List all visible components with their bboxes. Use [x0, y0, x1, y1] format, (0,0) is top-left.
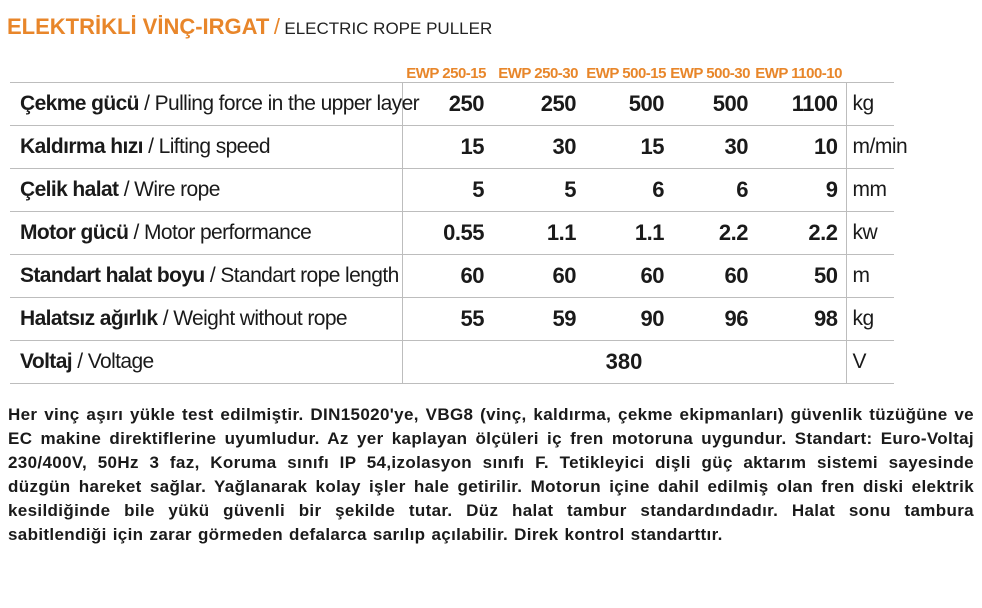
cell-value: 15 — [402, 126, 490, 169]
label-english: Lifting speed — [158, 135, 270, 158]
cell-value: 500 — [582, 83, 670, 126]
row-label — [10, 341, 402, 384]
table-row — [10, 212, 894, 255]
cell-value: 98 — [754, 298, 846, 341]
cell-value: 5 — [402, 169, 490, 212]
label-english: Voltage — [87, 350, 154, 373]
label-turkish: Voltaj — [20, 350, 73, 373]
cell-value: 9 — [754, 169, 846, 212]
cell-value: 2.2 — [754, 212, 846, 255]
model-header: EWP 250-15 — [406, 65, 486, 82]
cell-value: 250 — [490, 83, 582, 126]
cell-value: 6 — [670, 169, 754, 212]
cell-value: 59 — [490, 298, 582, 341]
model-header: EWP 250-30 — [498, 65, 578, 82]
cell-value: 10 — [754, 126, 846, 169]
cell-unit: kw — [846, 212, 894, 255]
cell-unit: m/min — [846, 126, 894, 169]
row-label — [10, 83, 420, 126]
cell-value: 60 — [670, 255, 754, 298]
cell-unit: kg — [846, 83, 894, 126]
model-header-row — [10, 60, 894, 83]
title-turkish: ELEKTRİKLİ VİNÇ-IRGAT — [7, 14, 270, 39]
cell-unit: mm — [846, 169, 894, 212]
row-label — [10, 255, 402, 298]
label-separator: / — [142, 135, 159, 158]
cell-value: 5 — [490, 169, 582, 212]
cell-unit: m — [846, 255, 894, 298]
voltage-value: 380 — [402, 341, 846, 384]
model-header: EWP 1100-10 — [755, 65, 842, 82]
label-separator: / — [72, 350, 88, 373]
table-row — [10, 298, 894, 341]
voltage-row — [10, 341, 894, 384]
cell-value: 2.2 — [670, 212, 754, 255]
label-turkish: Motor gücü — [20, 221, 129, 244]
table-row — [10, 255, 894, 298]
label-english: Motor performance — [144, 221, 312, 244]
cell-value: 0.55 — [402, 212, 490, 255]
row-label — [10, 212, 402, 255]
product-description: Her vinç aşırı yükle test edilmiştir. DIN15020'ye, VBG8 (vinç, kaldırma, çekme ekipmanları) güvenlik tüzüğüne ve EC makine direktiflerine uyumludur. Az yer kaplayan ölçüleri iç fren motoruna uygundur. Standart: Euro-Voltaj 230/400V, 50Hz 3 faz, Koruma sınıfı IP 54,izolasyon sınıfı F. Tetikleyici dişli güç aktarım sistemi sayesinde düzgün hareket sağlar. Yağlanarak kolay işler hale getirilir. Motorun içine dahil edilmiş olan fren diski elektrik kesildiğinde bile yükü güvenli bir şekilde tutar. Düz halat tambur standardındadır. Halat sonu tambura sabitlendiği için zarar görmeden defalarca sarılıp açılabilir. Direk kontrol standarttır. — [8, 405, 974, 544]
label-english: Standart rope length — [220, 264, 399, 287]
table-row — [10, 83, 894, 126]
row-label — [10, 298, 402, 341]
model-header: EWP 500-15 — [586, 65, 666, 82]
cell-value: 50 — [754, 255, 846, 298]
cell-value: 500 — [670, 83, 754, 126]
cell-value: 250 — [402, 83, 490, 126]
cell-unit: kg — [846, 298, 894, 341]
title-english: ELECTRIC ROPE PULLER — [284, 19, 493, 38]
unit-header — [846, 60, 894, 83]
cell-value: 55 — [402, 298, 490, 341]
table-row — [10, 126, 894, 169]
row-label — [10, 126, 402, 169]
cell-value: 60 — [582, 255, 670, 298]
cell-value: 96 — [670, 298, 754, 341]
label-english: Weight without rope — [173, 307, 348, 330]
cell-value: 1100 — [754, 83, 846, 126]
cell-value: 90 — [582, 298, 670, 341]
title-separator: / — [273, 14, 280, 39]
label-english: Wire rope — [134, 178, 220, 201]
cell-value: 1.1 — [490, 212, 582, 255]
cell-value: 30 — [490, 126, 582, 169]
label-separator: / — [157, 307, 174, 330]
row-label — [10, 169, 402, 212]
cell-value: 6 — [582, 169, 670, 212]
label-turkish: Çekme gücü — [20, 92, 139, 115]
label-turkish: Standart halat boyu — [20, 264, 205, 287]
label-turkish: Kaldırma hızı — [20, 135, 143, 158]
spec-table — [10, 60, 908, 384]
header-blank — [10, 60, 402, 83]
cell-value: 60 — [402, 255, 490, 298]
label-separator: / — [118, 178, 135, 201]
cell-value: 15 — [582, 126, 670, 169]
label-separator: / — [204, 264, 221, 287]
label-turkish: Çelik halat — [20, 178, 119, 201]
cell-value: 60 — [490, 255, 582, 298]
cell-unit: V — [846, 341, 894, 384]
label-separator: / — [138, 92, 155, 115]
table-row — [10, 169, 894, 212]
label-english: Pulling force in the upper layer — [154, 92, 420, 115]
label-turkish: Halatsız ağırlık — [20, 307, 158, 330]
cell-value: 1.1 — [582, 212, 670, 255]
model-header: EWP 500-30 — [670, 65, 750, 82]
cell-value: 30 — [670, 126, 754, 169]
label-separator: / — [128, 221, 145, 244]
